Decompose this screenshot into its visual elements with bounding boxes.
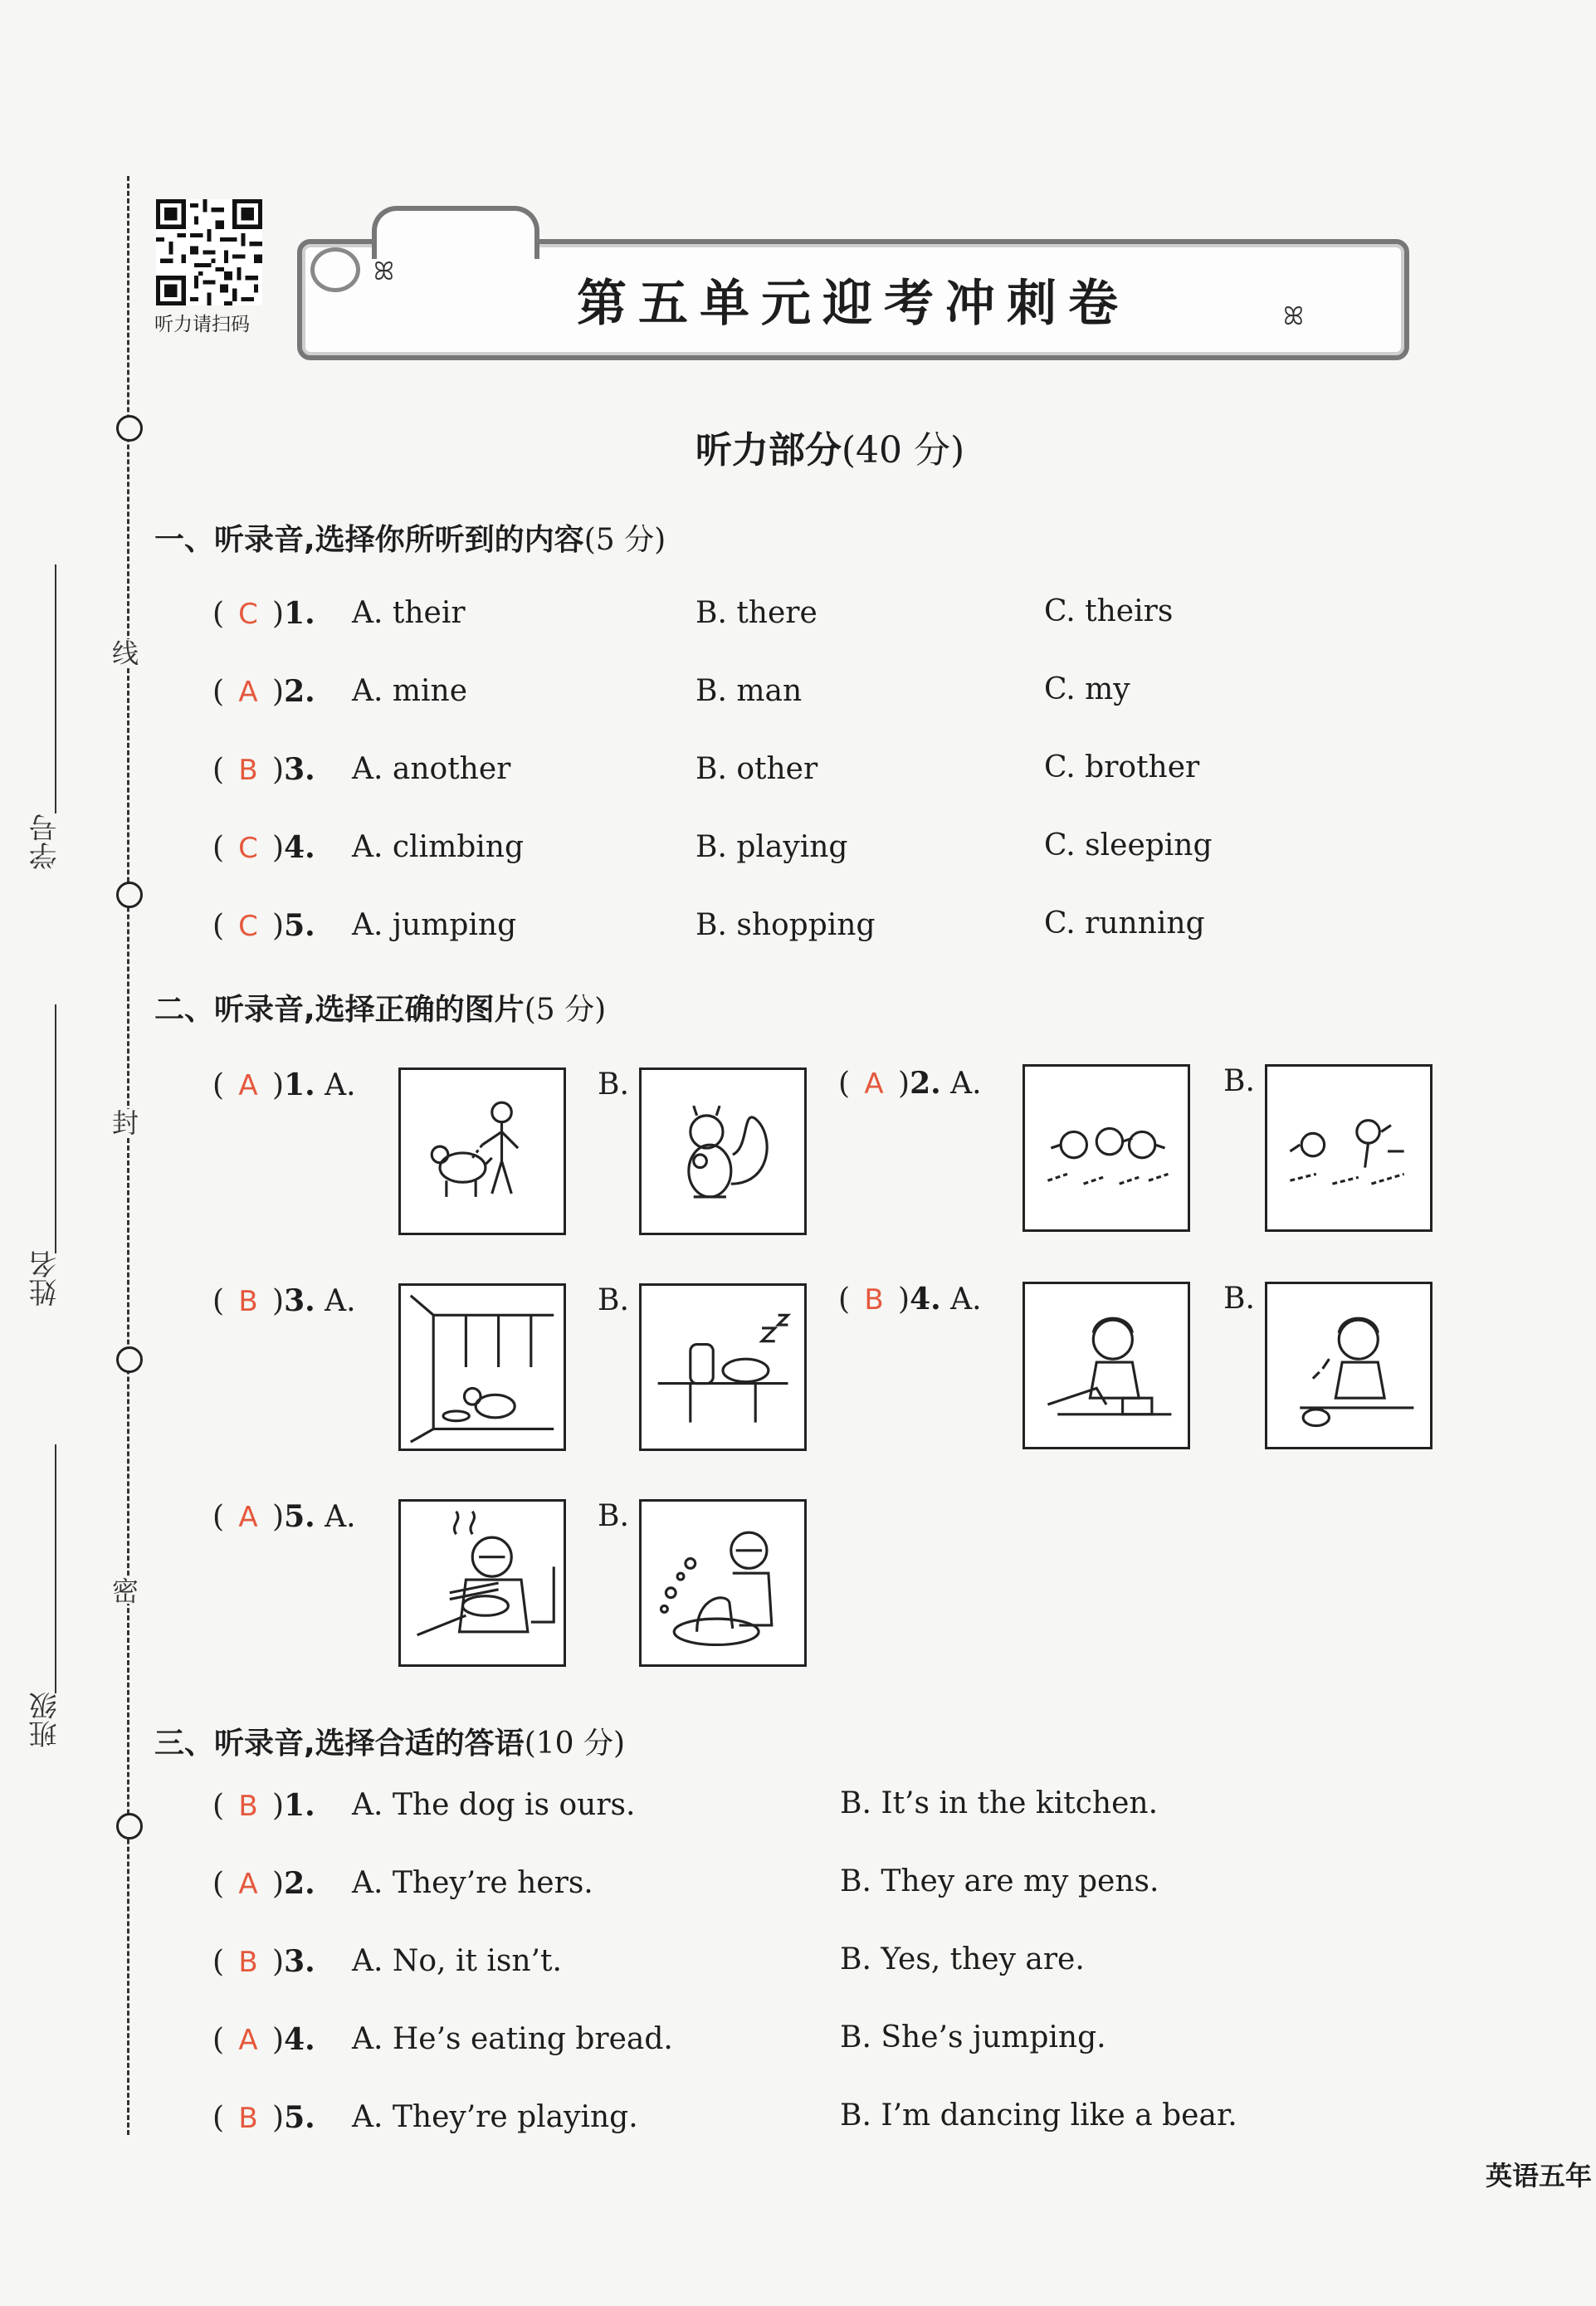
binding-hole <box>116 1813 143 1839</box>
binding-hole <box>116 1346 143 1373</box>
s3-question-2: ( A )2. <box>212 1866 315 1901</box>
answer[interactable]: B <box>238 2102 258 2135</box>
s2-question-3: ( B )3. A. <box>212 1283 356 1318</box>
butterfly-icon: ꕤ <box>1283 302 1304 331</box>
question-number: 1. <box>284 1788 315 1823</box>
option-b: B. She’s jumping. <box>840 2020 1106 2054</box>
option-a: A. their <box>352 596 466 630</box>
option-b: B. playing <box>696 830 848 864</box>
answer[interactable]: B <box>238 1790 258 1823</box>
question-number: 4. <box>284 830 315 865</box>
answer[interactable]: A <box>864 1068 884 1101</box>
s3-question-1: ( B )1. <box>212 1788 315 1823</box>
section-points: (10 分) <box>524 1727 626 1761</box>
seal-word-xian: 线 <box>115 639 143 666</box>
option-a: A. another <box>352 752 511 786</box>
s3-question-3: ( B )3. <box>212 1944 315 1979</box>
s2-question-5: ( A )5. A. <box>212 1499 356 1534</box>
seal-word-mi: 密 <box>115 1577 143 1604</box>
option-b: B. shopping <box>696 908 876 942</box>
question-number: 3. <box>284 752 315 787</box>
answer[interactable]: A <box>238 1868 258 1901</box>
answer[interactable]: B <box>238 1285 258 1318</box>
option-b: B. It’s in the kitchen. <box>840 1786 1159 1820</box>
butterfly-icon: ꕤ <box>373 257 394 286</box>
option-b: B. I’m dancing like a bear. <box>840 2098 1237 2133</box>
s3-question-5: ( B )5. <box>212 2100 315 2135</box>
question-number: 2. <box>284 1866 315 1901</box>
part-heading <box>0 420 1596 473</box>
question-number: 1. <box>284 596 315 631</box>
section-points: (5 分) <box>583 523 666 557</box>
seal-word-feng: 封 <box>115 1109 143 1136</box>
s1-question-3: ( B )3. <box>212 752 315 787</box>
answer[interactable]: C <box>238 910 258 943</box>
option-a: A. No, it isn’t. <box>352 1944 562 1978</box>
s2-question-2: ( A )2. A. <box>838 1066 982 1101</box>
option-b: B. other <box>696 752 818 786</box>
picture-boy-washing-dog[interactable] <box>639 1499 807 1667</box>
question-number: 1. <box>284 1068 315 1102</box>
section-2-title <box>154 986 606 1028</box>
s1-question-1: ( C )1. <box>212 596 315 631</box>
option-a-label: A. <box>325 1284 356 1318</box>
s2-question-4: ( B )4. A. <box>838 1282 982 1317</box>
part-title: 听力部分 <box>695 429 842 471</box>
answer[interactable]: A <box>238 1069 258 1102</box>
s1-question-5: ( C )5. <box>212 908 315 943</box>
name-label: 姓名 <box>29 1250 62 1307</box>
option-a: A. climbing <box>352 830 524 864</box>
option-c: C. theirs <box>1044 594 1174 628</box>
section-title-text: 二、听录音,选择正确的图片 <box>154 993 525 1027</box>
picture-girl-reading[interactable] <box>1023 1282 1190 1449</box>
option-a: A. jumping <box>352 908 517 942</box>
option-b: B. They are my pens. <box>840 1864 1159 1898</box>
section-title-text: 三、听录音,选择合适的答语 <box>154 1727 525 1761</box>
option-a: A. He’s eating bread. <box>352 2022 673 2056</box>
answer[interactable]: C <box>238 598 258 631</box>
option-c: C. my <box>1044 672 1130 706</box>
option-a: A. The dog is ours. <box>352 1788 636 1822</box>
picture-boy-eating-noodles[interactable] <box>398 1499 566 1667</box>
class-line[interactable] <box>55 1444 56 1693</box>
question-number: 4. <box>284 2022 315 2057</box>
answer[interactable]: B <box>864 1283 884 1317</box>
question-number: 3. <box>284 1283 315 1318</box>
answer[interactable]: B <box>238 1946 258 1979</box>
option-b: B. Yes, they are. <box>840 1942 1085 1976</box>
option-b-label: B. <box>598 1283 629 1317</box>
option-b: B. there <box>696 596 818 630</box>
option-a-label: A. <box>950 1282 982 1317</box>
option-c: C. brother <box>1044 750 1200 784</box>
option-a: A. mine <box>352 674 468 708</box>
student-number-label: 学号 <box>29 813 62 870</box>
picture-squirrel[interactable] <box>639 1068 807 1235</box>
exam-title: 第五单元迎考冲刺卷 <box>577 275 1130 333</box>
s1-question-4: ( C )4. <box>212 830 315 865</box>
footer-subject: 英语五年 <box>1486 2160 1593 2191</box>
section-3-title <box>154 1720 625 1762</box>
option-c: C. sleeping <box>1044 828 1213 862</box>
option-b-label: B. <box>1223 1282 1255 1316</box>
picture-cat-sleeping[interactable] <box>639 1283 807 1451</box>
option-b-label: B. <box>598 1499 629 1533</box>
picture-cat-in-kitchen[interactable] <box>398 1283 566 1451</box>
question-number: 2. <box>284 674 315 709</box>
banner-tab <box>372 206 539 259</box>
binding-hole <box>116 882 143 908</box>
qr-caption: 听力请扫码 <box>154 314 250 335</box>
picture-man-walking-dog[interactable] <box>398 1068 566 1235</box>
s1-question-2: ( A )2. <box>212 674 315 709</box>
answer[interactable]: A <box>238 2024 258 2057</box>
question-number: 5. <box>284 1499 315 1534</box>
question-number: 2. <box>910 1066 941 1101</box>
answer[interactable]: C <box>238 832 258 865</box>
option-b-label: B. <box>598 1068 629 1102</box>
answer[interactable]: B <box>238 754 258 787</box>
name-line[interactable] <box>55 1004 56 1253</box>
option-a: A. They’re playing. <box>352 2100 638 2134</box>
s3-question-4: ( A )4. <box>212 2022 315 2057</box>
question-number: 3. <box>284 1944 315 1979</box>
part-points: (40 分) <box>841 429 965 471</box>
answer[interactable]: A <box>238 1501 258 1534</box>
question-number: 5. <box>284 2100 315 2135</box>
option-c: C. running <box>1044 906 1205 940</box>
class-label: 班级 <box>29 1692 62 1748</box>
option-a-label: A. <box>950 1067 982 1101</box>
picture-girl-listening-music[interactable] <box>1265 1282 1432 1449</box>
picture-birds-pecking[interactable] <box>1023 1064 1190 1232</box>
question-number: 5. <box>284 908 315 943</box>
section-title-text: 一、听录音,选择你所听到的内容 <box>154 523 584 557</box>
answer[interactable]: A <box>238 676 258 709</box>
section-1-title <box>154 516 666 559</box>
option-a-label: A. <box>325 1068 356 1102</box>
student-number-line[interactable] <box>55 564 56 813</box>
section-points: (5 分) <box>524 993 607 1027</box>
option-b-label: B. <box>1223 1064 1255 1098</box>
option-a: A. They’re hers. <box>352 1866 593 1900</box>
picture-birds-pecking-2[interactable] <box>1265 1064 1432 1232</box>
option-b: B. man <box>696 674 803 708</box>
option-a-label: A. <box>325 1500 356 1534</box>
qr-code[interactable] <box>156 199 262 305</box>
s2-question-1: ( A )1. A. <box>212 1068 356 1102</box>
question-number: 4. <box>910 1282 941 1317</box>
